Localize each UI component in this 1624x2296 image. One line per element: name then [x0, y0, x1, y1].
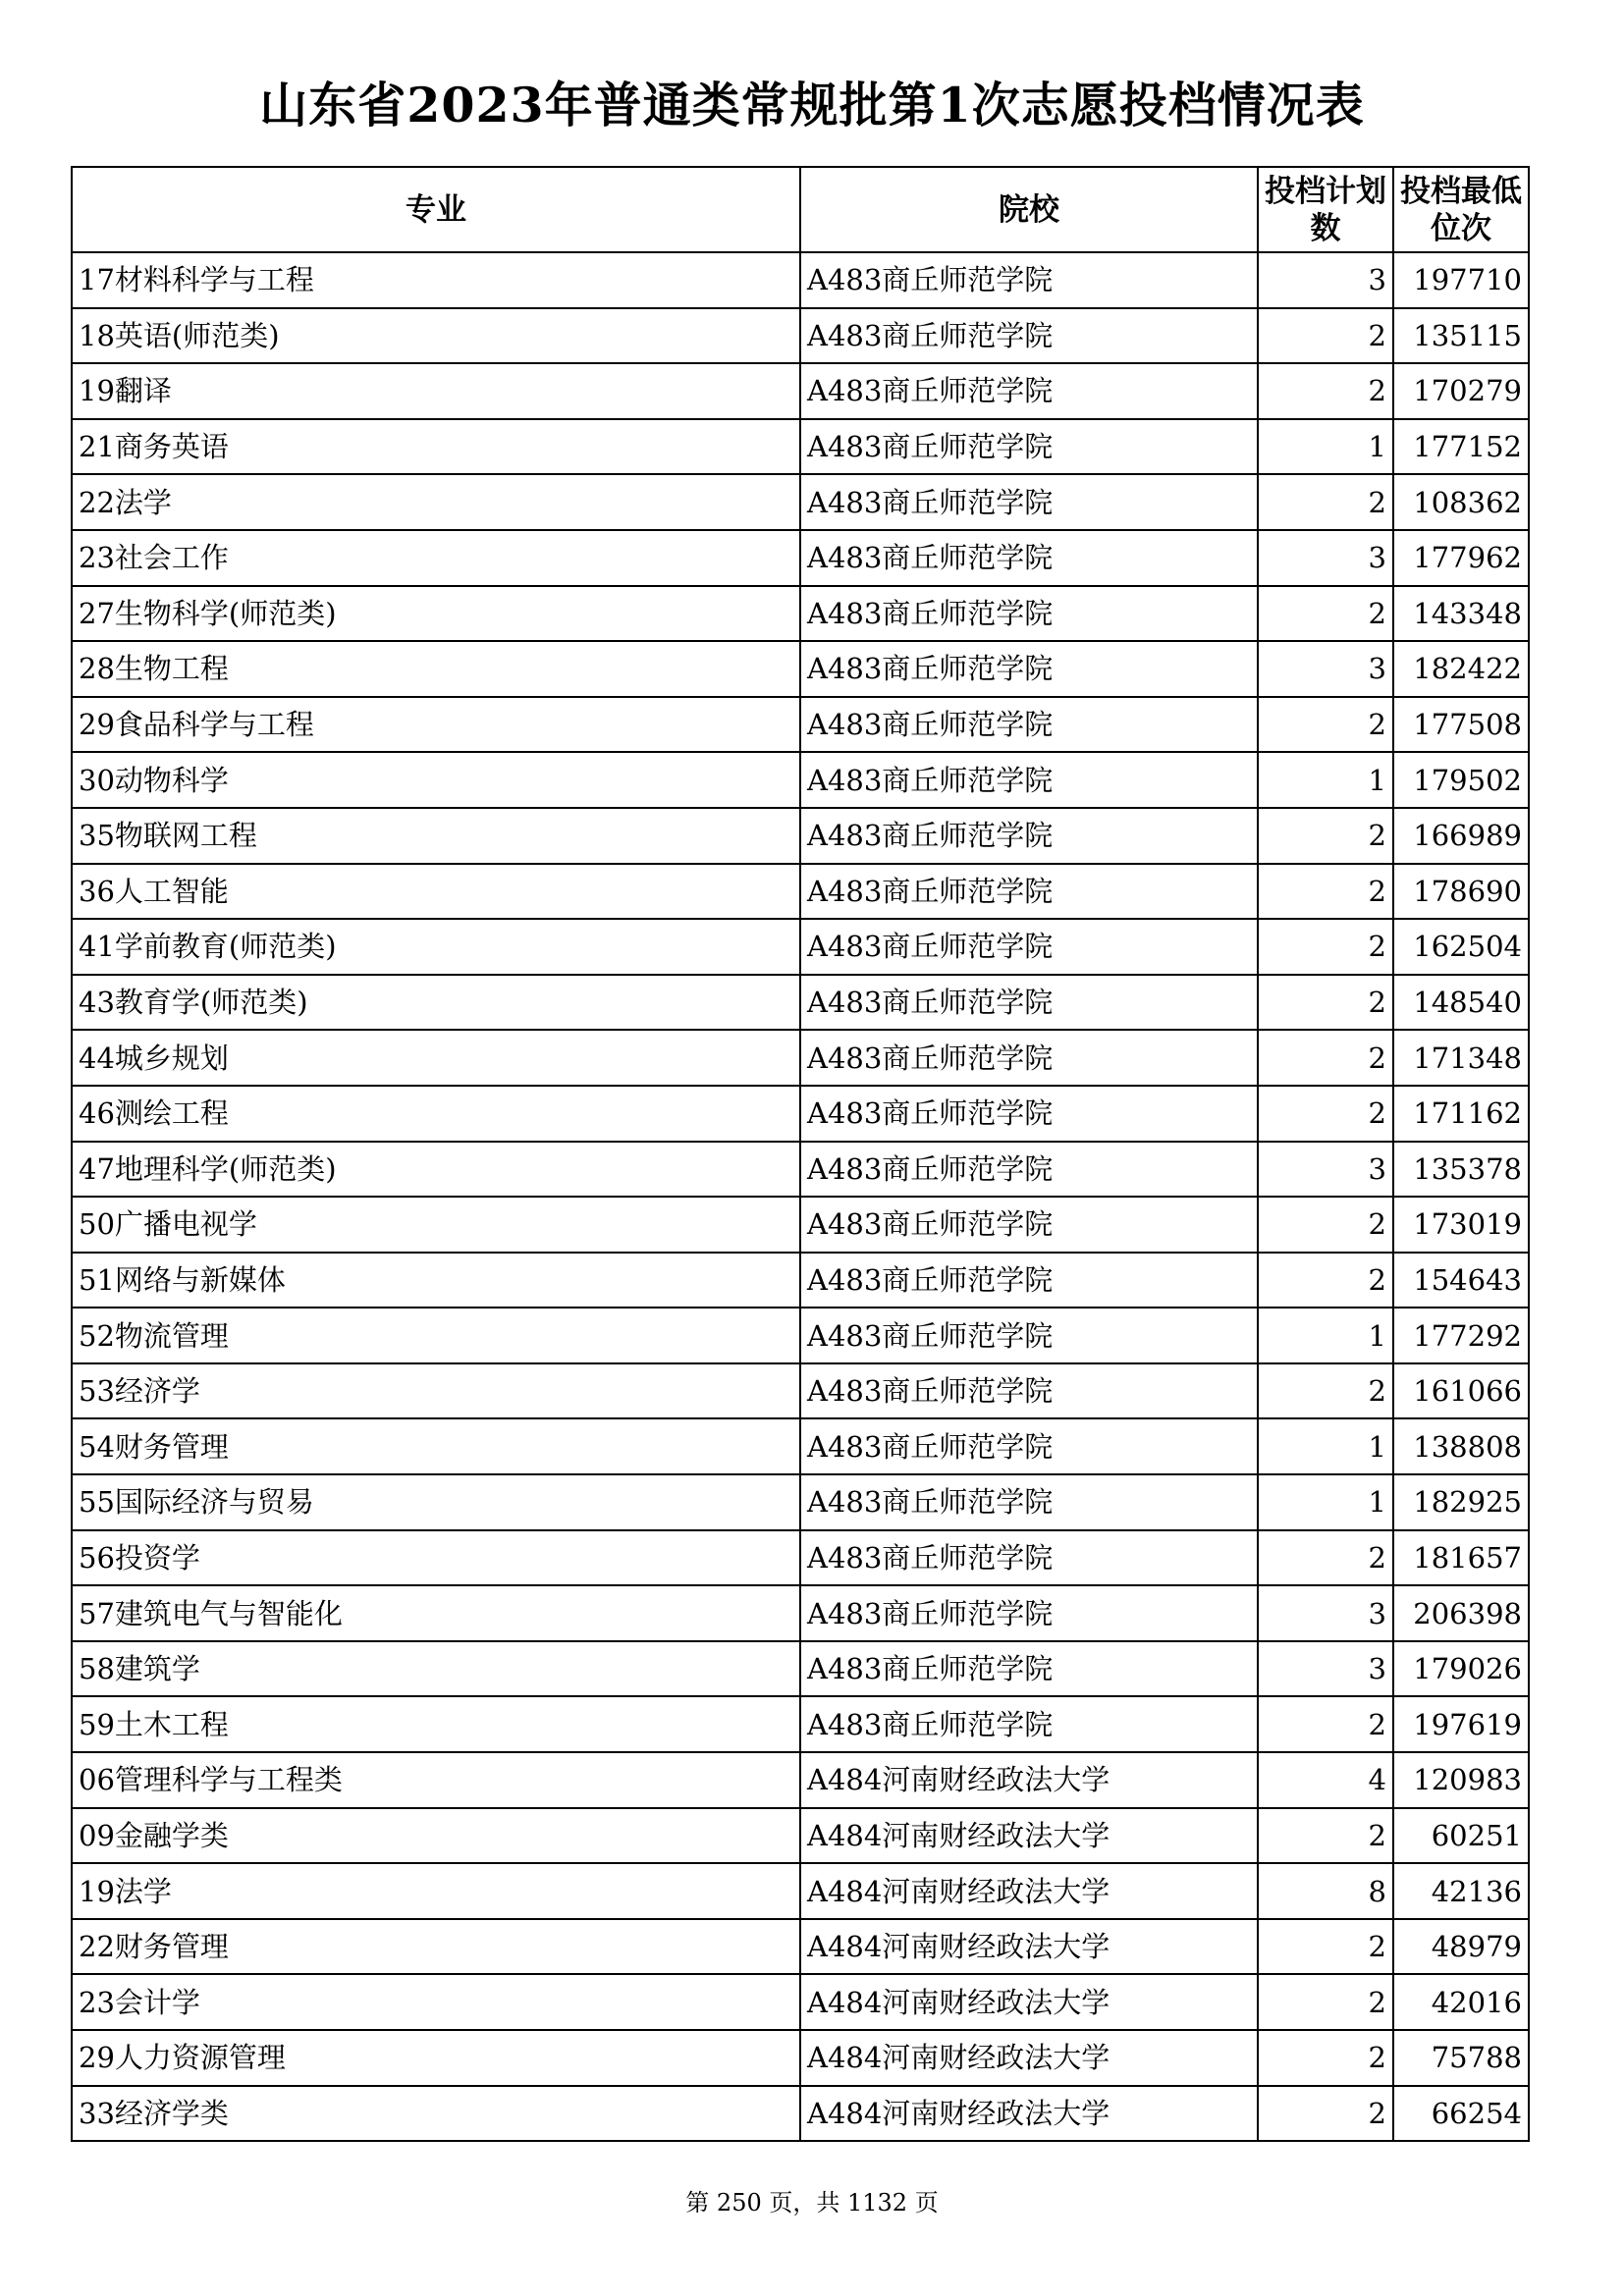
- cell-rank: 60251: [1393, 1808, 1529, 1864]
- cell-school: A483商丘师范学院: [800, 1253, 1258, 1308]
- cell-school: A483商丘师范学院: [800, 1696, 1258, 1752]
- cell-school: A483商丘师范学院: [800, 1086, 1258, 1142]
- header-row: [72, 167, 1529, 252]
- table-row: [72, 1863, 1529, 1919]
- cell-major: 18英语(师范类): [72, 308, 800, 364]
- cell-rank: 171162: [1393, 1086, 1529, 1142]
- table-row: [72, 1696, 1529, 1752]
- cell-rank: 179502: [1393, 752, 1529, 808]
- cell-plan: 2: [1258, 1363, 1393, 1419]
- cell-rank: 48979: [1393, 1919, 1529, 1975]
- table-header: [72, 167, 1529, 252]
- cell-major: 50广播电视学: [72, 1197, 800, 1253]
- cell-school: A484河南财经政法大学: [800, 2086, 1258, 2142]
- cell-school: A484河南财经政法大学: [800, 1752, 1258, 1808]
- table-row: [72, 1974, 1529, 2030]
- cell-rank: 42136: [1393, 1863, 1529, 1919]
- header-major: 专业: [72, 167, 800, 252]
- cell-plan: 1: [1258, 1418, 1393, 1474]
- cell-school: A483商丘师范学院: [800, 363, 1258, 419]
- cell-major: 52物流管理: [72, 1308, 800, 1363]
- table-row: [72, 252, 1529, 308]
- cell-plan: 1: [1258, 1308, 1393, 1363]
- table-row: [72, 308, 1529, 364]
- table-row: [72, 1030, 1529, 1086]
- cell-rank: 170279: [1393, 363, 1529, 419]
- cell-school: A484河南财经政法大学: [800, 1808, 1258, 1864]
- cell-school: A484河南财经政法大学: [800, 1863, 1258, 1919]
- cell-school: A483商丘师范学院: [800, 1363, 1258, 1419]
- cell-rank: 173019: [1393, 1197, 1529, 1253]
- cell-rank: 154643: [1393, 1253, 1529, 1308]
- table-row: [72, 363, 1529, 419]
- cell-plan: 2: [1258, 1919, 1393, 1975]
- cell-plan: 2: [1258, 1197, 1393, 1253]
- cell-school: A483商丘师范学院: [800, 808, 1258, 864]
- cell-school: A483商丘师范学院: [800, 530, 1258, 586]
- page-title: 山东省2023年普通类常规批第1次志愿投档情况表: [259, 77, 1365, 133]
- table-row: [72, 2030, 1529, 2086]
- cell-plan: 2: [1258, 474, 1393, 530]
- cell-plan: 2: [1258, 808, 1393, 864]
- cell-major: 35物联网工程: [72, 808, 800, 864]
- table-row: [72, 1142, 1529, 1198]
- table-row: [72, 1308, 1529, 1363]
- cell-major: 30动物科学: [72, 752, 800, 808]
- cell-major: 36人工智能: [72, 864, 800, 920]
- cell-rank: 177292: [1393, 1308, 1529, 1363]
- cell-school: A484河南财经政法大学: [800, 2030, 1258, 2086]
- cell-major: 47地理科学(师范类): [72, 1142, 800, 1198]
- cell-plan: 2: [1258, 864, 1393, 920]
- cell-school: A483商丘师范学院: [800, 252, 1258, 308]
- cell-rank: 42016: [1393, 1974, 1529, 2030]
- cell-school: A483商丘师范学院: [800, 1030, 1258, 1086]
- cell-rank: 177508: [1393, 697, 1529, 753]
- cell-major: 56投资学: [72, 1530, 800, 1586]
- cell-major: 23社会工作: [72, 530, 800, 586]
- table-row: [72, 1197, 1529, 1253]
- cell-major: 22法学: [72, 474, 800, 530]
- cell-plan: 1: [1258, 1474, 1393, 1530]
- cell-major: 51网络与新媒体: [72, 1253, 800, 1308]
- cell-plan: 2: [1258, 975, 1393, 1031]
- cell-rank: 143348: [1393, 586, 1529, 642]
- table-row: [72, 1808, 1529, 1864]
- table-row: [72, 697, 1529, 753]
- cell-major: 23会计学: [72, 1974, 800, 2030]
- table-row: [72, 1752, 1529, 1808]
- cell-rank: 108362: [1393, 474, 1529, 530]
- cell-major: 59土木工程: [72, 1696, 800, 1752]
- cell-rank: 66254: [1393, 2086, 1529, 2142]
- cell-major: 54财务管理: [72, 1418, 800, 1474]
- table-row: [72, 419, 1529, 475]
- cell-plan: 2: [1258, 1696, 1393, 1752]
- cell-rank: 206398: [1393, 1585, 1529, 1641]
- cell-rank: 171348: [1393, 1030, 1529, 1086]
- cell-plan: 2: [1258, 1086, 1393, 1142]
- cell-major: 58建筑学: [72, 1641, 800, 1697]
- cell-major: 09金融学类: [72, 1808, 800, 1864]
- cell-school: A483商丘师范学院: [800, 1474, 1258, 1530]
- cell-major: 22财务管理: [72, 1919, 800, 1975]
- cell-school: A483商丘师范学院: [800, 1530, 1258, 1586]
- table-row: [72, 1641, 1529, 1697]
- cell-major: 55国际经济与贸易: [72, 1474, 800, 1530]
- table-body: [72, 252, 1529, 2141]
- cell-rank: 197619: [1393, 1696, 1529, 1752]
- cell-rank: 161066: [1393, 1363, 1529, 1419]
- cell-major: 28生物工程: [72, 641, 800, 697]
- cell-school: A483商丘师范学院: [800, 1418, 1258, 1474]
- cell-plan: 2: [1258, 2086, 1393, 2142]
- cell-major: 53经济学: [72, 1363, 800, 1419]
- table-row: [72, 474, 1529, 530]
- cell-school: A484河南财经政法大学: [800, 1919, 1258, 1975]
- table-row: [72, 1418, 1529, 1474]
- table-row: [72, 975, 1529, 1031]
- cell-major: 19法学: [72, 1863, 800, 1919]
- cell-major: 21商务英语: [72, 419, 800, 475]
- cell-school: A483商丘师范学院: [800, 419, 1258, 475]
- cell-plan: 2: [1258, 2030, 1393, 2086]
- table-row: [72, 641, 1529, 697]
- cell-plan: 4: [1258, 1752, 1393, 1808]
- cell-school: A483商丘师范学院: [800, 1585, 1258, 1641]
- cell-school: A483商丘师范学院: [800, 1197, 1258, 1253]
- cell-rank: 181657: [1393, 1530, 1529, 1586]
- header-rank: 投档最低位次: [1393, 167, 1529, 252]
- cell-major: 27生物科学(师范类): [72, 586, 800, 642]
- cell-rank: 135115: [1393, 308, 1529, 364]
- cell-plan: 2: [1258, 308, 1393, 364]
- cell-rank: 197710: [1393, 252, 1529, 308]
- table-row: [72, 2086, 1529, 2142]
- cell-plan: 1: [1258, 752, 1393, 808]
- table-row: [72, 752, 1529, 808]
- table-row: [72, 1530, 1529, 1586]
- cell-school: A483商丘师范学院: [800, 586, 1258, 642]
- cell-rank: 177962: [1393, 530, 1529, 586]
- cell-plan: 2: [1258, 697, 1393, 753]
- cell-plan: 1: [1258, 419, 1393, 475]
- cell-school: A484河南财经政法大学: [800, 1974, 1258, 2030]
- cell-plan: 3: [1258, 1142, 1393, 1198]
- cell-plan: 2: [1258, 1253, 1393, 1308]
- cell-school: A483商丘师范学院: [800, 641, 1258, 697]
- cell-plan: 2: [1258, 1030, 1393, 1086]
- cell-plan: 2: [1258, 1974, 1393, 2030]
- admission-table: [71, 166, 1530, 2142]
- table-row: [72, 530, 1529, 586]
- cell-rank: 162504: [1393, 919, 1529, 975]
- cell-school: A483商丘师范学院: [800, 1641, 1258, 1697]
- cell-plan: 2: [1258, 1530, 1393, 1586]
- cell-rank: 120983: [1393, 1752, 1529, 1808]
- table-row: [72, 1253, 1529, 1308]
- table-row: [72, 1919, 1529, 1975]
- cell-major: 41学前教育(师范类): [72, 919, 800, 975]
- cell-major: 06管理科学与工程类: [72, 1752, 800, 1808]
- cell-major: 19翻译: [72, 363, 800, 419]
- cell-school: A483商丘师范学院: [800, 474, 1258, 530]
- table-row: [72, 864, 1529, 920]
- cell-school: A483商丘师范学院: [800, 1142, 1258, 1198]
- cell-school: A483商丘师范学院: [800, 919, 1258, 975]
- table-row: [72, 808, 1529, 864]
- cell-school: A483商丘师范学院: [800, 864, 1258, 920]
- cell-major: 46测绘工程: [72, 1086, 800, 1142]
- table-row: [72, 1086, 1529, 1142]
- cell-major: 17材料科学与工程: [72, 252, 800, 308]
- cell-school: A483商丘师范学院: [800, 752, 1258, 808]
- cell-rank: 182925: [1393, 1474, 1529, 1530]
- cell-school: A483商丘师范学院: [800, 975, 1258, 1031]
- cell-rank: 178690: [1393, 864, 1529, 920]
- cell-plan: 2: [1258, 586, 1393, 642]
- cell-rank: 138808: [1393, 1418, 1529, 1474]
- cell-rank: 135378: [1393, 1142, 1529, 1198]
- page-footer: 第 250 页，共 1132 页: [685, 2189, 939, 2216]
- cell-plan: 3: [1258, 530, 1393, 586]
- cell-plan: 3: [1258, 1585, 1393, 1641]
- cell-rank: 75788: [1393, 2030, 1529, 2086]
- cell-rank: 182422: [1393, 641, 1529, 697]
- cell-school: A483商丘师范学院: [800, 308, 1258, 364]
- cell-plan: 2: [1258, 363, 1393, 419]
- table-row: [72, 1474, 1529, 1530]
- table-row: [72, 919, 1529, 975]
- cell-major: 29人力资源管理: [72, 2030, 800, 2086]
- header-plan: 投档计划数: [1258, 167, 1393, 252]
- cell-plan: 2: [1258, 919, 1393, 975]
- cell-plan: 3: [1258, 1641, 1393, 1697]
- cell-major: 33经济学类: [72, 2086, 800, 2142]
- cell-rank: 179026: [1393, 1641, 1529, 1697]
- cell-rank: 177152: [1393, 419, 1529, 475]
- cell-major: 29食品科学与工程: [72, 697, 800, 753]
- header-school: 院校: [800, 167, 1258, 252]
- cell-major: 43教育学(师范类): [72, 975, 800, 1031]
- table-row: [72, 1363, 1529, 1419]
- cell-major: 57建筑电气与智能化: [72, 1585, 800, 1641]
- cell-school: A483商丘师范学院: [800, 1308, 1258, 1363]
- cell-plan: 3: [1258, 252, 1393, 308]
- cell-plan: 8: [1258, 1863, 1393, 1919]
- cell-plan: 2: [1258, 1808, 1393, 1864]
- cell-major: 44城乡规划: [72, 1030, 800, 1086]
- cell-plan: 3: [1258, 641, 1393, 697]
- table-row: [72, 586, 1529, 642]
- cell-rank: 148540: [1393, 975, 1529, 1031]
- cell-school: A483商丘师范学院: [800, 697, 1258, 753]
- cell-rank: 166989: [1393, 808, 1529, 864]
- table-row: [72, 1585, 1529, 1641]
